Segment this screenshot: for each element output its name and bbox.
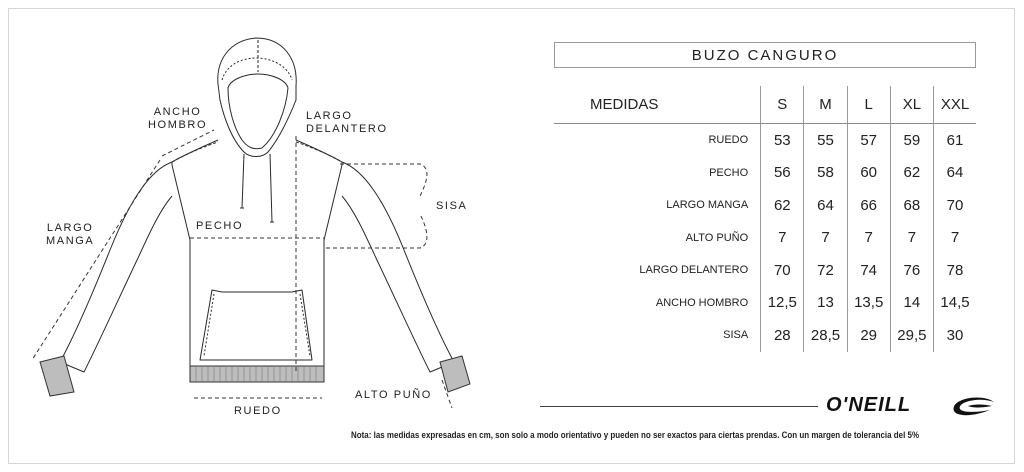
cell-value: 14,5 [934, 287, 977, 320]
largo-manga-line [32, 160, 160, 360]
table-row [554, 319, 976, 352]
table-row [554, 157, 976, 190]
left-cuff [40, 356, 74, 396]
chart-title: BUZO CANGURO [554, 42, 976, 68]
cell-value: 78 [934, 254, 977, 287]
ancho-hombro-line [162, 130, 214, 156]
col-header-s: S [761, 86, 804, 124]
label-largo-delantero-line2: DELANTERO [306, 123, 388, 135]
col-header-medidas: MEDIDAS [554, 86, 761, 124]
cell-value: 29,5 [890, 319, 933, 352]
cell-value: 14 [890, 287, 933, 320]
wave-logo-icon [950, 396, 996, 418]
label-sisa: SISA [436, 200, 468, 212]
row-label: ALTO PUÑO [685, 231, 749, 244]
drawstring-left [240, 154, 244, 208]
label-largo-delantero-line1: LARGO [306, 110, 353, 122]
cell-value: 64 [934, 157, 977, 190]
sisa-line-bottom [326, 214, 427, 248]
cell-value: 64 [804, 189, 847, 222]
cell-value: 60 [847, 157, 890, 190]
label-largo-manga-line1: LARGO [46, 222, 94, 234]
cell-value: 62 [761, 189, 804, 222]
cell-value: 76 [890, 254, 933, 287]
table-row [554, 287, 976, 320]
brand-divider [540, 406, 818, 407]
cell-value: 7 [847, 222, 890, 255]
label-pecho: PECHO [196, 220, 244, 232]
label-alto-puno: ALTO PUÑO [355, 389, 432, 401]
hood-stitch [222, 58, 292, 80]
cell-value: 7 [890, 222, 933, 255]
row-label: PECHO [709, 166, 749, 179]
cell-value: 58 [804, 157, 847, 190]
right-sleeve [342, 162, 454, 372]
cell-value: 74 [847, 254, 890, 287]
table-header-row [554, 86, 976, 124]
cell-value: 56 [761, 157, 804, 190]
table-row [554, 124, 976, 157]
cell-value: 13,5 [847, 287, 890, 320]
cell-value: 70 [934, 189, 977, 222]
hood-inner [228, 74, 288, 149]
cell-value: 57 [847, 124, 890, 157]
row-label: LARGO MANGA [666, 199, 749, 212]
drawstring-right [270, 154, 274, 222]
cell-value: 66 [847, 189, 890, 222]
sisa-line-top [340, 164, 427, 196]
cell-value: 68 [890, 189, 933, 222]
cell-value: 7 [804, 222, 847, 255]
col-header-xl: XL [890, 86, 933, 124]
cell-value: 28 [761, 319, 804, 352]
size-table [554, 86, 976, 352]
col-header-xxl: XXL [934, 86, 977, 124]
cell-value: 7 [761, 222, 804, 255]
brand-wordmark: O'NEILL [826, 394, 912, 416]
cell-value: 28,5 [804, 319, 847, 352]
row-label: LARGO DELANTERO [639, 264, 749, 277]
cell-value: 55 [804, 124, 847, 157]
cell-value: 72 [804, 254, 847, 287]
label-largo-manga [46, 222, 94, 248]
cell-value: 62 [890, 157, 933, 190]
label-largo-manga-line2: MANGA [46, 235, 95, 247]
kangaroo-pocket [200, 290, 312, 360]
left-sleeve [60, 162, 172, 372]
cell-value: 29 [847, 319, 890, 352]
cell-value: 13 [804, 287, 847, 320]
cell-value: 59 [890, 124, 933, 157]
cell-value: 70 [761, 254, 804, 287]
row-label: RUEDO [708, 134, 749, 147]
disclaimer-note: Nota: las medidas expresadas en cm, son solo a modo orientativo y pueden no ser exactos para ciertas prendas. Con un margen de tolerancia del 5% [351, 430, 920, 441]
table-row [554, 222, 976, 255]
col-header-m: M [804, 86, 847, 124]
row-label: SISA [723, 329, 749, 342]
label-ancho-hombro-line1: ANCHO [153, 106, 202, 118]
cell-value: 61 [934, 124, 977, 157]
label-ancho-hombro-line2: HOMBRO [148, 119, 208, 131]
label-ancho-hombro [148, 106, 207, 132]
table-row [554, 189, 976, 222]
cell-value: 53 [761, 124, 804, 157]
cell-value: 30 [934, 319, 977, 352]
col-header-l: L [847, 86, 890, 124]
label-ruedo: RUEDO [234, 405, 282, 417]
cell-value: 12,5 [761, 287, 804, 320]
body-outline [172, 140, 342, 372]
label-largo-delantero [306, 110, 388, 136]
row-label: ANCHO HOMBRO [655, 296, 749, 309]
table-row [554, 254, 976, 287]
cell-value: 7 [934, 222, 977, 255]
hood-outline [218, 38, 296, 157]
